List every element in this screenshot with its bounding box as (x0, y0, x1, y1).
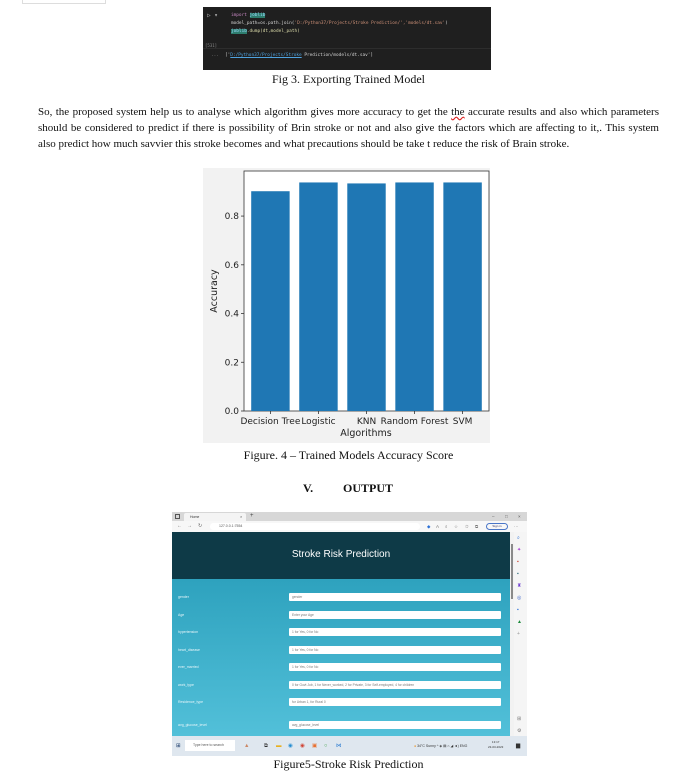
more-menu-icon[interactable]: ··· (514, 524, 519, 529)
bar-random-forest (395, 182, 433, 411)
code-line-2 (231, 21, 448, 26)
work-type-input[interactable]: 0 for Govt Job, 1 for Never_worked, 2 for Private, 3 for Self-employed, 4 for children (289, 681, 501, 689)
edge-icon[interactable]: ◉ (288, 743, 293, 749)
sidebar-drop-icon[interactable]: ▲ (517, 619, 522, 625)
browser-tab-bar (172, 512, 527, 521)
url-text: 127.0.0.1:7554 (219, 524, 243, 528)
bar-svm (443, 182, 481, 411)
x-tick-label: KNN (356, 417, 377, 427)
paragraph-text: So, the proposed system help us to analyse which algorithm gives more accuracy to get the (38, 106, 452, 118)
paragraph-text: accurate results and also which parameters should be considered to predict if there is possibility of Brin stroke or not and also give the factors which are affecting to it,. This system also predict how much savvier this stroke becomes and what precautions should be take t reduce the risk of Brain stroke. (38, 106, 659, 150)
x-tick-label: SVM (452, 417, 473, 427)
collections-icon[interactable]: ⧉ (475, 524, 479, 529)
hypertension-input[interactable]: 1 for Yes, 0 for No (289, 628, 501, 636)
notifications-icon[interactable]: ▆ (516, 743, 521, 749)
prediction-form (172, 579, 510, 736)
run-cell-icon: ▷ ▾ (207, 12, 218, 19)
code-text: .dump(dt,model_path) (246, 29, 300, 34)
window-close-icon[interactable]: × (518, 514, 521, 519)
field-label-avg-glucose: avg_glucose_level (178, 723, 207, 727)
task-view-icon[interactable]: ⧉ (264, 743, 268, 749)
sidebar-games-icon[interactable]: ♜ (517, 583, 522, 589)
scrollbar-thumb[interactable] (511, 544, 513, 599)
tab-actions-icon[interactable] (175, 514, 180, 519)
figure-4-caption: Figure. 4 – Trained Models Accuracy Score (243, 448, 454, 462)
chrome-icon[interactable]: ◉ (300, 743, 305, 749)
section-title: OUTPUT (343, 481, 394, 495)
field-label-heart-disease: heart_disease (178, 648, 200, 652)
output-path-rest: Prediction/models/dt.sav' (301, 53, 371, 58)
code-highlight: joblib (231, 29, 247, 34)
sign-in-label: Sign in (492, 524, 502, 528)
gender-input[interactable]: gender (289, 593, 501, 601)
y-axis-label: Accuracy (209, 269, 220, 313)
code-highlight: joblib (249, 13, 266, 18)
browser-tab[interactable] (184, 513, 246, 521)
favorite-icon[interactable]: ☆ (454, 524, 459, 529)
taskbar-search[interactable] (185, 740, 235, 751)
y-tick-label: 0.6 (224, 260, 239, 271)
url-field[interactable] (210, 523, 420, 530)
back-icon[interactable]: ← (177, 523, 182, 529)
sidebar-shopping-icon[interactable]: ▪ (517, 559, 519, 565)
age-input[interactable]: Enter your Age (289, 611, 501, 619)
code-output-divider (203, 48, 491, 49)
code-line-3 (231, 29, 300, 34)
read-aloud-icon[interactable]: A (436, 524, 440, 529)
field-label-age: Age (178, 613, 185, 617)
tab-close-icon[interactable]: × (240, 514, 243, 519)
code-line-1 (231, 13, 265, 18)
favorites-bar-icon[interactable]: ✩ (465, 524, 469, 529)
app-header (172, 532, 510, 579)
refresh-icon[interactable]: ↻ (198, 523, 203, 529)
code-output (225, 53, 373, 58)
x-tick-label: Logistic (301, 417, 336, 427)
chart-svg (203, 168, 490, 443)
start-icon[interactable]: ⊞ (176, 743, 181, 749)
y-tick-label: 0.4 (224, 309, 239, 320)
avg-glucose-input[interactable]: avg_glucose_level (289, 721, 501, 729)
new-tab-icon[interactable]: + (250, 513, 254, 519)
previous-figure-fragment (22, 0, 106, 4)
sidebar-settings-icon[interactable]: ⚙ (517, 728, 522, 734)
edge-sidebar (514, 532, 527, 736)
body-paragraph (38, 104, 659, 152)
minimize-icon[interactable]: – (492, 514, 495, 519)
output-prefix: [' (225, 53, 231, 58)
clock-time: 13:17 (491, 740, 500, 744)
heart-disease-input[interactable]: 1 for Yes, 0 for No (289, 646, 501, 654)
output-ellipsis-icon: ··· (211, 54, 219, 59)
vscode-icon[interactable]: ⋈ (336, 743, 342, 749)
system-tray: ● 34°C Sunny ^ ◈ ▤ ⌂ ◢ ◄) ENG (414, 744, 468, 748)
forward-icon[interactable]: → (187, 523, 192, 529)
accuracy-bar-chart (203, 168, 490, 443)
code-string: 'D:/Python37/Projects/Stroke Prediction/','models/dt.sav' (294, 21, 446, 26)
sidebar-office-icon[interactable]: ◎ (517, 595, 522, 601)
x-tick-label: Random Forest (380, 417, 449, 427)
output-suffix: ] (370, 53, 374, 58)
field-label-hypertension: hypertension (178, 630, 199, 634)
windows-taskbar (172, 736, 527, 756)
cell-number: [531] (205, 43, 218, 48)
ever-married-input[interactable]: 1 for Yes, 0 for No (289, 663, 501, 671)
code-text: ) (445, 21, 448, 26)
app-circle-icon[interactable]: ○ (324, 743, 328, 749)
y-tick-label: 0.0 (224, 407, 239, 417)
field-label-work-type: work_type (178, 683, 194, 687)
address-bar-row (172, 521, 527, 532)
field-label-ever-married: ever_married (178, 665, 199, 669)
taskbar-search-placeholder: Type here to search (193, 743, 224, 747)
code-screenshot (203, 7, 491, 70)
language-indicator[interactable]: ENG (459, 744, 468, 748)
app-icon[interactable]: ▣ (312, 743, 318, 749)
sidebar-search-icon[interactable]: ⌕ (517, 535, 520, 541)
sidebar-copilot-icon[interactable]: ✦ (517, 547, 522, 553)
x-tick-label: Decision Tree (240, 417, 301, 427)
search-highlight-image-icon: ▲ (244, 743, 250, 749)
sign-in-button[interactable] (486, 523, 508, 530)
y-tick-label: 0.8 (224, 212, 239, 223)
sidebar-layout-icon[interactable]: ⊞ (517, 716, 522, 722)
clock-date: 23-03-2023 (488, 745, 504, 749)
taskbar-clock[interactable] (488, 740, 503, 750)
zoom-icon[interactable]: ⌕ (445, 524, 448, 529)
sidebar-add-icon[interactable]: + (517, 631, 520, 637)
residence-type-input[interactable]: for Urban 1, for Rural 0 (289, 698, 501, 706)
x-axis-label: Algorithms (340, 428, 392, 439)
code-keyword: import (231, 13, 250, 18)
figure-5-caption: Figure5-Stroke Risk Prediction (273, 757, 424, 771)
browser-screenshot (172, 512, 527, 756)
extension-icon[interactable]: ◆ (427, 524, 431, 529)
tab-title: Home (190, 515, 200, 519)
spellcheck-word: the (451, 106, 465, 118)
sidebar-outlook-icon[interactable]: ▪ (517, 607, 519, 613)
field-label-gender: gender (178, 595, 189, 599)
bar-decision-tree (251, 191, 289, 411)
weather-text[interactable]: 34°C Sunny (417, 744, 436, 748)
bar-logistic (299, 182, 337, 411)
bar-knn (347, 183, 385, 411)
field-label-residence-type: Residence_type (178, 700, 204, 704)
file-explorer-icon[interactable]: ▬ (276, 743, 282, 749)
y-tick-label: 0.2 (224, 358, 239, 369)
code-text: model_path=os.path.join( (231, 21, 295, 26)
weather-icon: ● (414, 744, 417, 748)
section-number: V. (303, 481, 314, 495)
output-path-link[interactable]: D:/Python37/Projects/Stroke (230, 53, 302, 58)
figure-3-caption: Fig 3. Exporting Trained Model (271, 72, 425, 86)
app-title: Stroke Risk Prediction (291, 549, 391, 560)
maximize-icon[interactable]: □ (505, 514, 508, 519)
sidebar-tools-icon[interactable]: ▪ (517, 571, 519, 577)
